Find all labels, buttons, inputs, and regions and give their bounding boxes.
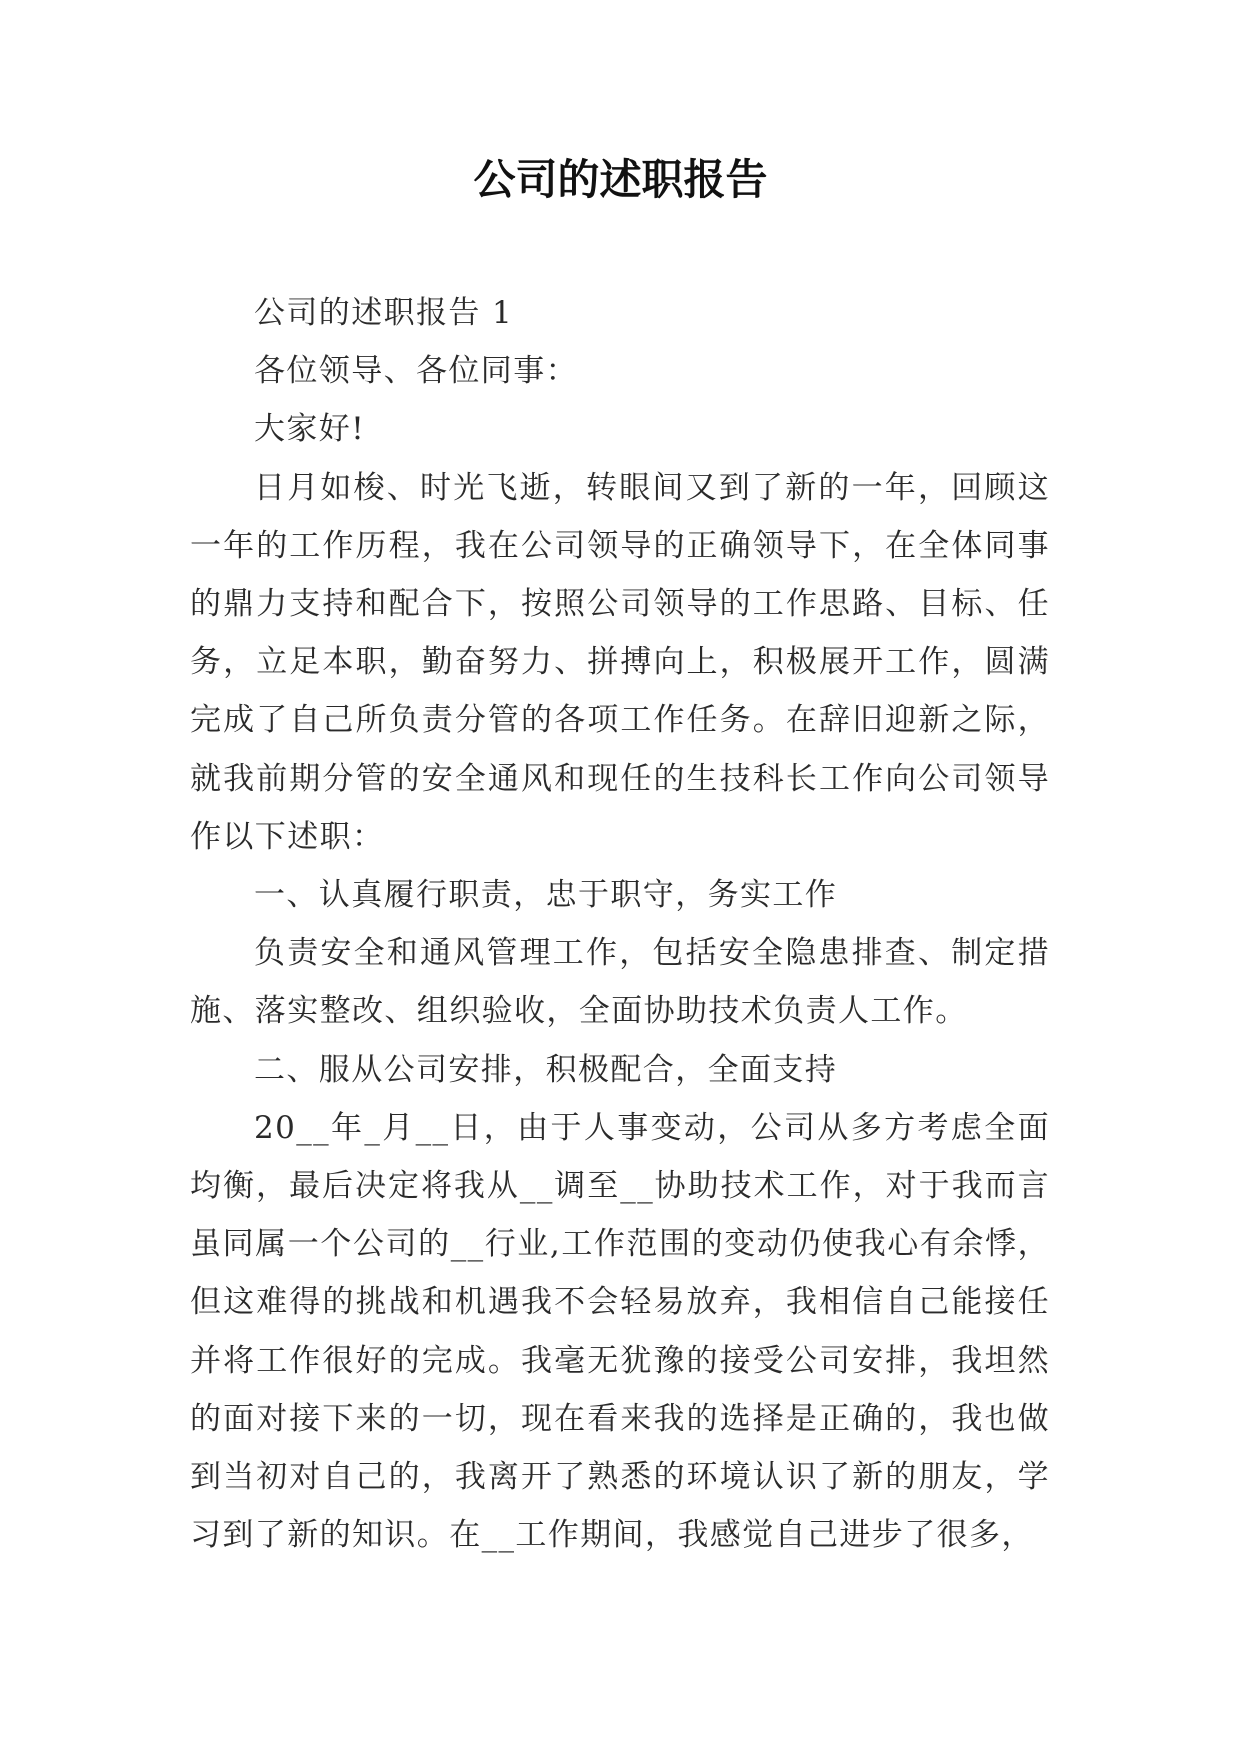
salutation: 各位领导、各位同事： (254, 353, 578, 390)
report-subtitle: 公司的述职报告 1 (254, 295, 514, 331)
document-title: 公司的述职报告 (473, 155, 768, 204)
section-heading-1: 一、认真履行职责，忠于职守，务实工作 (254, 877, 838, 914)
intro-paragraph: 日月如梭、时光飞逝，转眼间又到了新的一年，回顾这一年的工作历程，我在公司领导的正确领导下，在全体同事的鼎力支持和配合下，按照公司领导的工作思路、目标、任务，立足本职，勤奋努力、拼搏向上，积极展开工作，圆满完成了自己所负责分管的各项工作任务。在辞旧迎新之际，就我前期分管的安全通风和现任的生技科长工作向公司领导作以下述职： (190, 469, 1050, 855)
greeting: 大家好! (254, 411, 366, 448)
section-heading-2: 二、服从公司安排，积极配合，全面支持 (254, 1051, 838, 1088)
section-1-paragraph: 负责安全和通风管理工作，包括安全隐患排查、制定措施、落实整改、组织验收，全面协助技术负责人工作。 (190, 935, 1050, 1030)
document-body (190, 284, 1050, 1564)
section-2-paragraph: 20__年_月__日，由于人事变动，公司从多方考虑全面均衡，最后决定将我从__调至__协助技术工作，对于我而言虽同属一个公司的__行业,工作范围的变动仍使我心有余悸，但这难得的挑战和机遇我不会轻易放弃，我相信自己能接任并将工作很好的完成。我毫无犹豫的接受公司安排，我坦然的面对接下来的一切，现在看来我的选择是正确的，我也做到当初对自己的，我离开了熟悉的环境认识了新的朋友，学习到了新的知识。在__工作期间，我感觉自己进步了很多， (190, 1109, 1050, 1554)
